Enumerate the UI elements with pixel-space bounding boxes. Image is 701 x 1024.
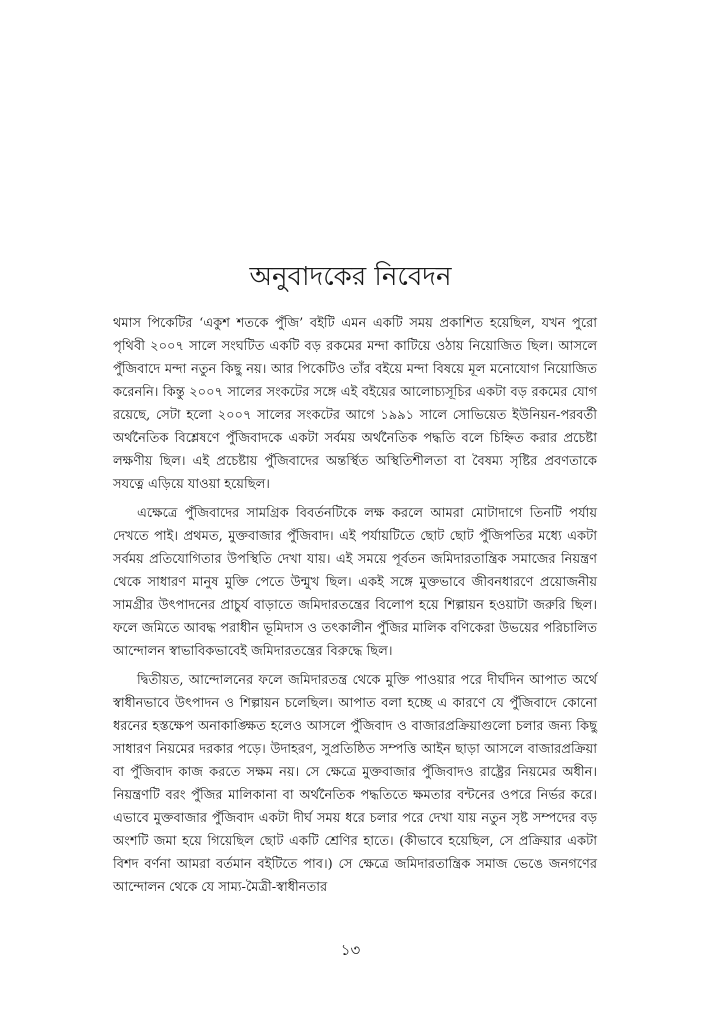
page-number: ১৩ [340, 941, 361, 959]
paragraph: দ্বিতীয়ত, আন্দোলনের ফলে জমিদারতন্ত্র থেকে মুক্তি পাওয়ার পরে দীর্ঘদিন আপাত অর্থে স্বাধীনভাবে উৎপাদন ও শিল্পায়ন চলেছিল। আপাত বলা হচ্ছে এ কারণে যে পুঁজিবাদে কোনো ধরনের হস্তক্ষেপ অনাকাঙ্ক্ষিত হলেও আসলে পুঁজিবাদ ও বাজারপ্রক্রিয়াগুলো চলার জন্য কিছু সাধারণ নিয়মের দরকার পড়ে। উদাহরণ, সুপ্রতিষ্ঠিত সম্পত্তি আইন ছাড়া আসলে বাজারপ্রক্রিয়া বা পুঁজিবাদ কাজ করতে সক্ষম নয়। সে ক্ষেত্রে মুক্তবাজার পুঁজিবাদও রাষ্ট্রের নিয়মের অধীন। নিয়ন্ত্রণটি বরং পুঁজির মালিকানা বা অর্থনৈতিক পদ্ধতিতে ক্ষমতার বন্টনের ওপরে নির্ভর করে। এভাবে মুক্তবাজার পুঁজিবাদ একটা দীর্ঘ সময় ধরে চলার পরে দেখা যায় নতুন সৃষ্ট সম্পদের বড় অংশটি জমা হয়ে গিয়েছিল ছোট একটি শ্রেণির হাতে। (কীভাবে হয়েছিল, সে প্রক্রিয়ার একটা বিশদ বর্ণনা আমরা বর্তমান বইটিতে পাব।) সে ক্ষেত্রে জমিদারতান্ত্রিক সমাজ ভেঙে জনগণের আন্দোলন থেকে যে সাম্য-মৈত্রী-স্বাধীনতার [113, 673, 597, 895]
paragraph: থমাস পিকেটির ‘একুশ শতকে পুঁজি’ বইটি এমন একটি সময় প্রকাশিত হয়েছিল, যখন পুরো পৃথিবী ২০০৭ সালে সংঘটিত একটি বড় রকমের মন্দা কাটিয়ে ওঠায় নিয়োজিত ছিল। আসলে পুঁজিবাদে মন্দা নতুন কিছু নয়। আর পিকেটিও তাঁর বইয়ে মন্দা বিষয়ে মূল মনোযোগ নিয়োজিত করেননি। কিন্তু ২০০৭ সালের সংকটের সঙ্গে এই বইয়ের আলোচ্যসূচির একটা বড় রকমের যোগ রয়েছে, সেটা হলো ২০০৭ সালের সংকটের আগে ১৯৯১ সালে সোভিয়েত ইউনিয়ন-পরবর্তী অর্থনৈতিক বিশ্লেষণে পুঁজিবাদকে একটা সর্বময় অর্থনৈতিক পদ্ধতি বলে চিহ্নিত করার প্রচেষ্টা লক্ষণীয় ছিল। এই প্রচেষ্টায় পুঁজিবাদের অন্তর্স্থিত অস্থিতিশীলতা বা বৈষম্য সৃষ্টির প্রবণতাকে সযত্নে এড়িয়ে যাওয়া হয়েছিল। [113, 316, 597, 492]
paragraph: এক্ষেত্রে পুঁজিবাদের সামগ্রিক বিবর্তনটিকে লক্ষ করলে আমরা মোটাদাগে তিনটি পর্যায় দেখতে পাই। প্রথমত, মুক্তবাজার পুঁজিবাদ। এই পর্যায়টিতে ছোট ছোট পুঁজিপতির মধ্যে একটা সর্বময় প্রতিযোগিতার উপস্থিতি দেখা যায়। এই সময়ে পূর্বতন জমিদারতান্ত্রিক সমাজের নিয়ন্ত্রণ থেকে সাধারণ মানুষ মুক্তি পেতে উন্মুখ ছিল। একই সঙ্গে মুক্তভাবে জীবনধারণে প্রয়োজনীয় সামগ্রীর উৎপাদনের প্রাচুর্য বাড়াতে জমিদারতন্ত্রের বিলোপ হয়ে শিল্পায়ন হওয়াটা জরুরি ছিল। ফলে জমিতে আবদ্ধ পরাধীন ভূমিদাস ও তৎকালীন পুঁজির মালিক বণিকেরা উভয়ের পরিচালিত আন্দোলন স্বাভাবিকভাবেই জমিদারতন্ত্রের বিরুদ্ধে ছিল। [113, 506, 597, 659]
body-text [113, 312, 597, 905]
chapter-title: অনুবাদকের নিবেদন [249, 262, 452, 292]
